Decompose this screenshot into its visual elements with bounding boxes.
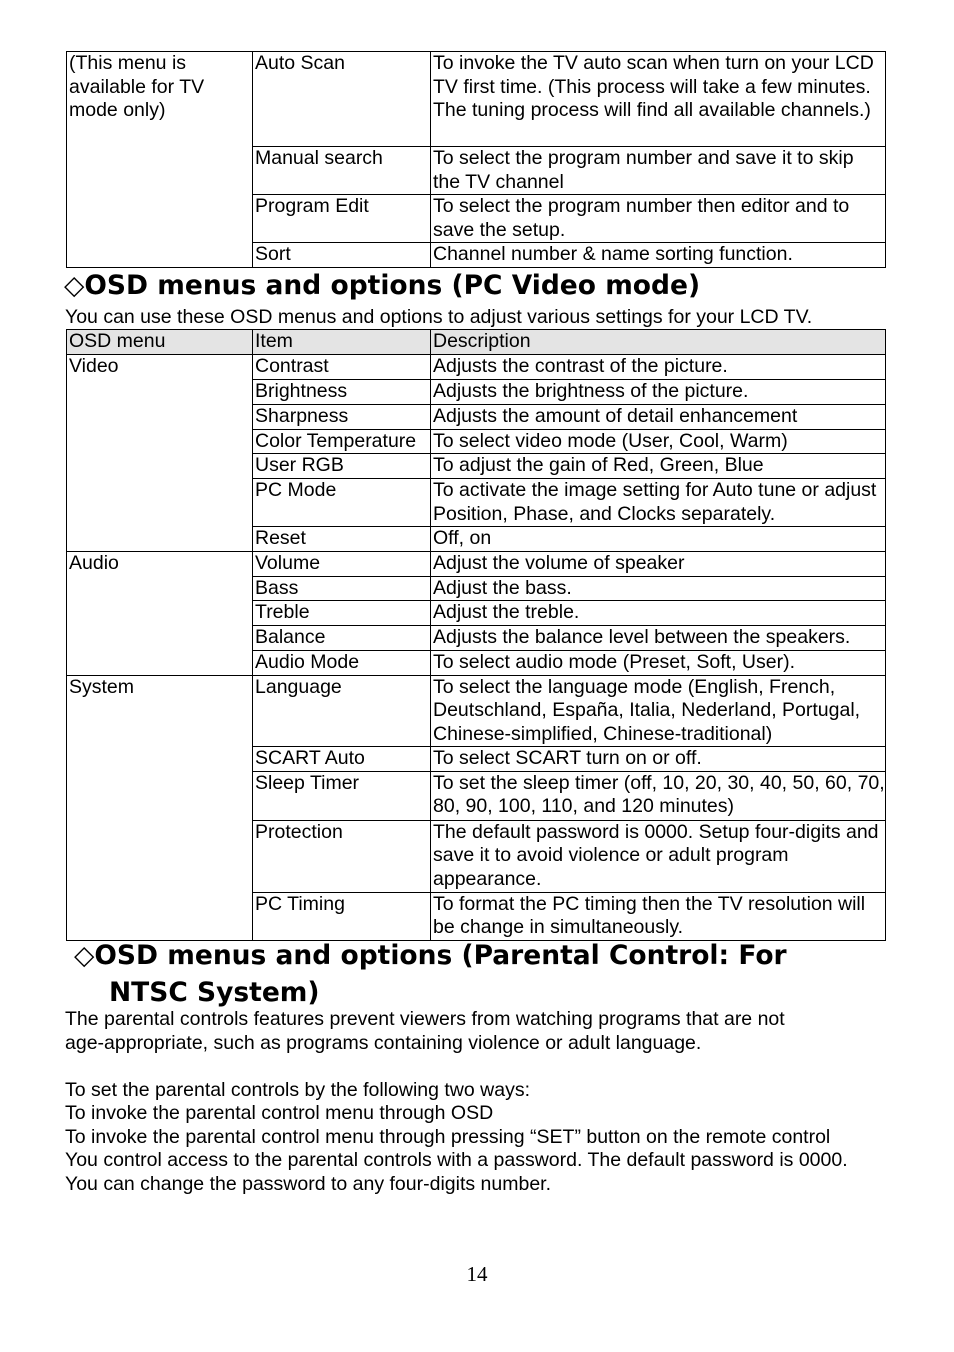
header-osd-menu: OSD menu <box>67 330 253 355</box>
table-header-row <box>67 330 886 355</box>
item-cell: Manual search <box>253 147 431 195</box>
tv-mode-table <box>66 51 886 268</box>
item-cell: Contrast <box>253 354 431 379</box>
item-cell: Color Temperature <box>253 429 431 454</box>
description-cell: Adjusts the balance level between the speakers. <box>431 626 886 651</box>
parental-paragraph-line: You can change the password to any four-digits number. <box>65 1173 552 1195</box>
item-cell: Sharpness <box>253 404 431 429</box>
parental-paragraph-line: age-appropriate, such as programs containing violence or adult language. <box>65 1032 702 1054</box>
item-cell: PC Mode <box>253 479 431 527</box>
parental-paragraph-line: To set the parental controls by the following two ways: <box>65 1079 530 1101</box>
item-cell: Program Edit <box>253 195 431 243</box>
description-cell: Adjust the treble. <box>431 601 886 626</box>
item-cell: Protection <box>253 820 431 892</box>
pc-video-osd-table <box>66 329 886 941</box>
description-cell: To select the program number and save it to skip the TV channel <box>431 147 886 195</box>
description-cell: To select the program number then editor and to save the setup. <box>431 195 886 243</box>
description-cell: Adjusts the contrast of the picture. <box>431 354 886 379</box>
description-cell: To activate the image setting for Auto tune or adjust Position, Phase, and Clocks separately. <box>431 479 886 527</box>
description-cell: To select video mode (User, Cool, Warm) <box>431 429 886 454</box>
header-item: Item <box>253 330 431 355</box>
item-cell: Treble <box>253 601 431 626</box>
description-cell: To select audio mode (Preset, Soft, User). <box>431 650 886 675</box>
description-cell: Off, on <box>431 527 886 552</box>
item-cell: Sort <box>253 243 431 268</box>
description-cell: Adjusts the brightness of the picture. <box>431 379 886 404</box>
item-cell: Brightness <box>253 379 431 404</box>
page-number: 14 <box>466 1262 488 1286</box>
parental-paragraph-line: You control access to the parental controls with a password. The default password is 0000. <box>65 1149 848 1171</box>
item-cell: Balance <box>253 626 431 651</box>
item-cell: Volume <box>253 551 431 576</box>
description-cell: Channel number & name sorting function. <box>431 243 886 268</box>
section-heading-pc-video <box>64 267 700 304</box>
menu-cell-video: Video <box>67 354 253 551</box>
section-intro: You can use these OSD menus and options to adjust various settings for your LCD TV. <box>65 306 813 328</box>
description-cell: Adjusts the amount of detail enhancement <box>431 404 886 429</box>
parental-paragraph-line: To invoke the parental control menu through pressing “SET” button on the remote control <box>65 1126 831 1148</box>
item-cell: Sleep Timer <box>253 771 431 820</box>
section-heading-parental-control <box>74 937 787 1011</box>
description-cell: The default password is 0000. Setup four-digits and save it to avoid violence or adult program appearance. <box>431 820 886 892</box>
description-cell: To format the PC timing then the TV resolution will be change in simultaneously. <box>431 892 886 940</box>
menu-cell-audio: Audio <box>67 551 253 675</box>
section-title-line-2: NTSC System) <box>109 977 320 1008</box>
menu-cell-system: System <box>67 675 253 940</box>
item-cell: Audio Mode <box>253 650 431 675</box>
header-description: Description <box>431 330 886 355</box>
item-cell: Bass <box>253 576 431 601</box>
menu-cell-tv-mode: (This menu is available for TV mode only) <box>67 52 253 268</box>
parental-paragraph-line: To invoke the parental control menu through OSD <box>65 1102 494 1124</box>
diamond-icon: ◇ <box>74 940 95 971</box>
description-cell: To select SCART turn on or off. <box>431 747 886 772</box>
description-cell: Adjust the bass. <box>431 576 886 601</box>
diamond-icon: ◇ <box>64 270 85 301</box>
section-title: OSD menus and options (PC Video mode) <box>84 270 701 301</box>
item-cell: Reset <box>253 527 431 552</box>
description-cell: To adjust the gain of Red, Green, Blue <box>431 454 886 479</box>
description-cell: To select the language mode (English, French, Deutschland, España, Italia, Nederland, Portugal, Chinese-simplified, Chinese-traditional) <box>431 675 886 747</box>
item-cell: SCART Auto <box>253 747 431 772</box>
item-cell: PC Timing <box>253 892 431 940</box>
description-cell: Adjust the volume of speaker <box>431 551 886 576</box>
item-cell: Auto Scan <box>253 52 431 147</box>
item-cell: User RGB <box>253 454 431 479</box>
parental-paragraph-line: The parental controls features prevent viewers from watching programs that are not <box>65 1008 785 1030</box>
item-cell: Language <box>253 675 431 747</box>
section-title-line-1: ◇OSD menus and options (Parental Control: For <box>74 940 787 971</box>
description-cell: To invoke the TV auto scan when turn on your LCD TV first time. (This process will take a few minutes. The tuning process will find all available channels.) <box>431 52 886 147</box>
description-cell: To set the sleep timer (off, 10, 20, 30, 40, 50, 60, 70, 80, 90, 100, 110, and 120 minutes) <box>431 771 886 820</box>
